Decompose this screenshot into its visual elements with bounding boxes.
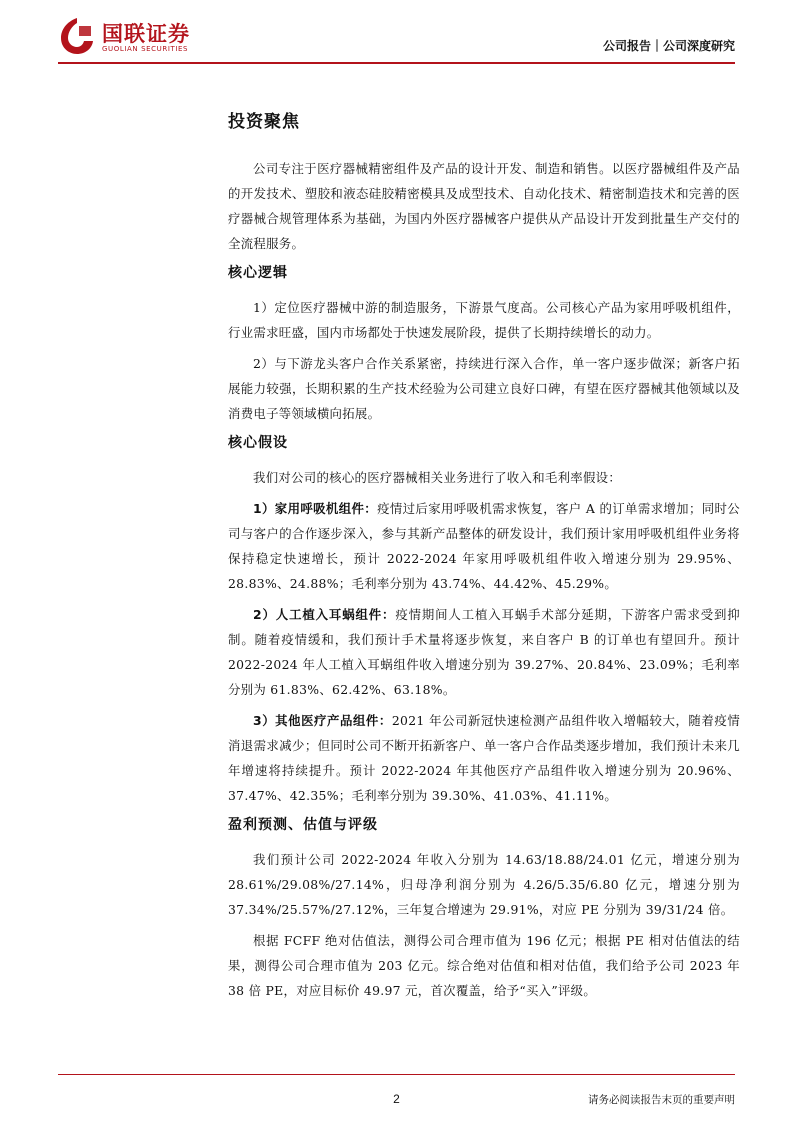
assumptions-intro: 我们对公司的核心的医疗器械相关业务进行了收入和毛利率假设： (253, 470, 622, 485)
assumption-item-2 (228, 602, 740, 702)
footer-disclaimer: 请务必阅读报告末页的重要声明 (588, 1094, 735, 1106)
assumption-item-3 (228, 708, 740, 808)
section-title-investment-focus: 投资聚焦 (228, 112, 300, 132)
logo-mark-icon (58, 16, 96, 56)
logic-paragraph-1: 1）定位医疗器械中游的制造服务，下游景气度高。公司核心产品为家用呼吸机组件，行业需求旺盛，国内市场都处于快速发展阶段，提供了长期持续增长的动力。 (228, 300, 740, 340)
section-title-valuation: 盈利预测、估值与评级 (228, 817, 378, 833)
page-number: 2 (393, 1092, 400, 1106)
page-header (0, 0, 793, 70)
logic-paragraph-2: 2）与下游龙头客户合作关系紧密，持续进行深入合作，单一客户逐步做深；新客户拓展能力较强，长期积累的生产技术经验为公司建立良好口碑，有望在医疗器械其他领域以及消费电子等领域横向拓展。 (228, 356, 740, 421)
assumption-item-2-label: 2）人工植入耳蜗组件： (253, 607, 396, 622)
company-logo (58, 16, 218, 60)
report-type: 公司报告｜公司深度研究 (602, 39, 735, 53)
focus-paragraph: 公司专注于医疗器械精密组件及产品的设计开发、制造和销售。以医疗器械组件及产品的开发技术、塑胶和液态硅胶精密模具及成型技术、自动化技术、精密制造技术和完善的医疗器械合规管理体系为基础，为国内外医疗器械客户提供从产品设计开发到批量生产交付的全流程服务。 (228, 161, 740, 251)
footer-divider (58, 1074, 735, 1075)
header-divider (58, 62, 735, 64)
assumption-item-1 (228, 496, 740, 596)
logo-name: 国联证券 (102, 22, 190, 46)
main-content (228, 100, 740, 1009)
logo-english-name: GUOLIAN SECURITIES (102, 45, 189, 53)
section-title-core-assumptions: 核心假设 (228, 435, 288, 451)
section-title-core-logic: 核心逻辑 (228, 265, 288, 281)
assumption-item-2-text: 疫情期间人工植入耳蜗手术部分延期，下游客户需求受到抑制。随着疫情缓和，我们预计手术量将逐步恢复，来自客户 B 的订单也有望回升。预计 2022-2024 年人工植入耳蜗组件收入增速分别为 39.27%、20.84%、23.09%；毛利率分别为 61.83%、62.42%、63.18%。 (228, 607, 740, 697)
assumption-item-1-label: 1）家用呼吸机组件： (253, 501, 378, 516)
valuation-paragraph-1: 我们预计公司 2022-2024 年收入分别为 14.63/18.88/24.01 亿元，增速分别为 28.61%/29.08%/27.14%，归母净利润分别为 4.26/5.35/6.80 亿元，增速分别为 37.34%/25.57%/27.12%，三年复合增速为 29.91%，对应 PE 分别为 39/31/24 倍。 (228, 852, 740, 917)
valuation-paragraph-2: 根据 FCFF 绝对估值法，测得公司合理市值为 196 亿元；根据 PE 相对估值法的结果，测得公司合理市值为 203 亿元。综合绝对估值和相对估值，我们给予公司 2023 年 38 倍 PE，对应目标价 49.97 元，首次覆盖，给予“买入”评级。 (228, 933, 740, 998)
assumption-item-3-text: 2021 年公司新冠快速检测产品组件收入增幅较大，随着疫情消退需求减少；但同时公司不断开拓新客户、单一客户合作品类逐步增加，我们预计未来几年增速将持续提升。预计 2022-2024 年其他医疗产品组件收入增速分别为 20.96%、37.47%、42.35%；毛利率分别为 39.30%、41.03%、41.11%。 (228, 713, 741, 803)
assumption-item-1-text: 疫情过后家用呼吸机需求恢复，客户 A 的订单需求增加；同时公司与客户的合作逐步深入，参与其新产品整体的研发设计，我们预计家用呼吸机组件业务将保持稳定快速增长，预计 2022-2024 年家用呼吸机组件收入增速分别为 29.95%、28.83%、24.88%；毛利率分别为 43.74%、44.42%、45.29%。 (228, 501, 741, 591)
assumption-item-3-label: 3）其他医疗产品组件： (253, 713, 392, 728)
